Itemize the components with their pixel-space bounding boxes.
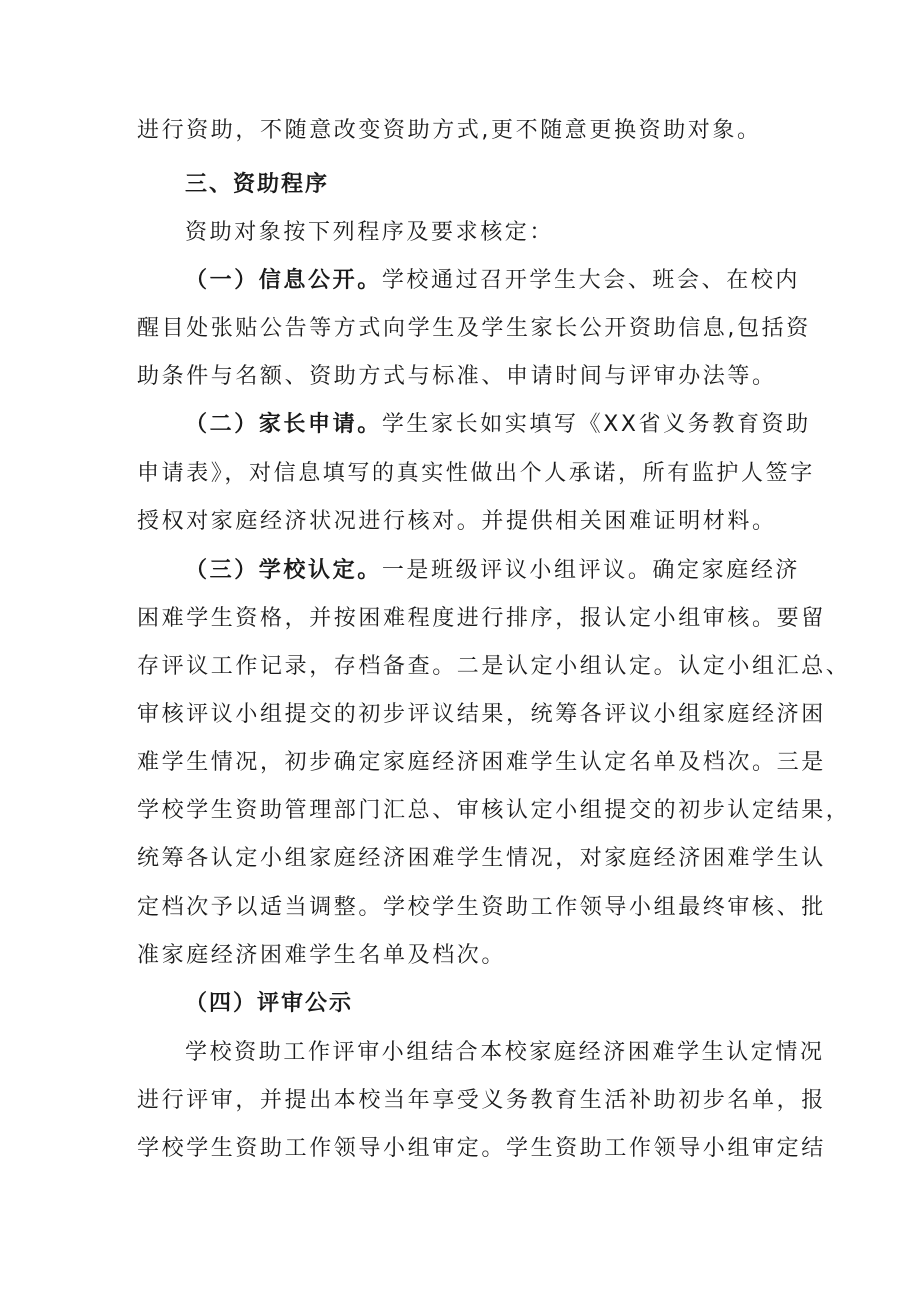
paragraph-line: 审核评议小组提交的初步评议结果，统筹各评议小组家庭经济困 — [137, 702, 826, 727]
paragraph-line: 学校学生资助工作领导小组审定。学生资助工作领导小组审定结 — [137, 1136, 826, 1161]
paragraph-line — [185, 556, 801, 586]
paragraph-line: 授权对家庭经济状况进行核对。并提供相关困难证明材料。 — [137, 509, 777, 534]
paragraph-line: 资助对象按下列程序及要求核定： — [185, 220, 555, 245]
paragraph-line: 进行评审，并提出本校当年享受义务教育生活补助初步名单，报 — [137, 1088, 826, 1113]
paragraph-text: 学校通过召开学生大会、班会、在校内 — [381, 268, 801, 293]
paragraph-line: 统筹各认定小组家庭经济困难学生情况，对家庭经济困难学生认 — [137, 846, 826, 871]
paragraph-line: 助条件与名额、资助方式与标准、申请时间与评审办法等。 — [137, 364, 777, 389]
paragraph-text: 一是班级评议小组评议。确定家庭经济 — [381, 558, 801, 583]
paragraph-line: 准家庭经济困难学生名单及档次。 — [137, 943, 507, 968]
paragraph-line — [185, 410, 811, 440]
section-heading: （四）评审公示 — [185, 991, 354, 1016]
paragraph-line: 学校资助工作评审小组结合本校家庭经济困难学生认定情况 — [185, 1040, 825, 1065]
paragraph-line: 进行资助，不随意改变资助方式,更不随意更换资助对象。 — [137, 118, 762, 143]
paragraph-line: 困难学生资格，并按困难程度进行排序，报认定小组审核。要留 — [137, 606, 826, 631]
paragraph-line — [185, 266, 801, 296]
paragraph-line: 学校学生资助管理部门汇总、审核认定小组提交的初步认定结果， — [137, 798, 851, 823]
subsection-title: （三）学校认定。 — [185, 558, 382, 583]
section-heading: 三、资助程序 — [185, 172, 330, 197]
paragraph-line: 醒目处张贴公告等方式向学生及学生家长公开资助信息,包括资 — [137, 316, 811, 341]
paragraph-line: 难学生情况，初步确定家庭经济困难学生认定名单及档次。三是 — [137, 750, 826, 775]
paragraph-text: 学生家长如实填写《XX省义务教育资助 — [381, 412, 811, 437]
paragraph-line: 存评议工作记录，存档备查。二是认定小组认定。认定小组汇总、 — [137, 654, 851, 679]
subsection-title: （二）家长申请。 — [185, 412, 382, 437]
paragraph-line: 申请表》，对信息填写的真实性做出个人承诺，所有监护人签字 — [137, 461, 815, 486]
paragraph-line: 定档次予以适当调整。学校学生资助工作领导小组最终审核、批 — [137, 895, 826, 920]
subsection-title: （一）信息公开。 — [185, 268, 382, 293]
